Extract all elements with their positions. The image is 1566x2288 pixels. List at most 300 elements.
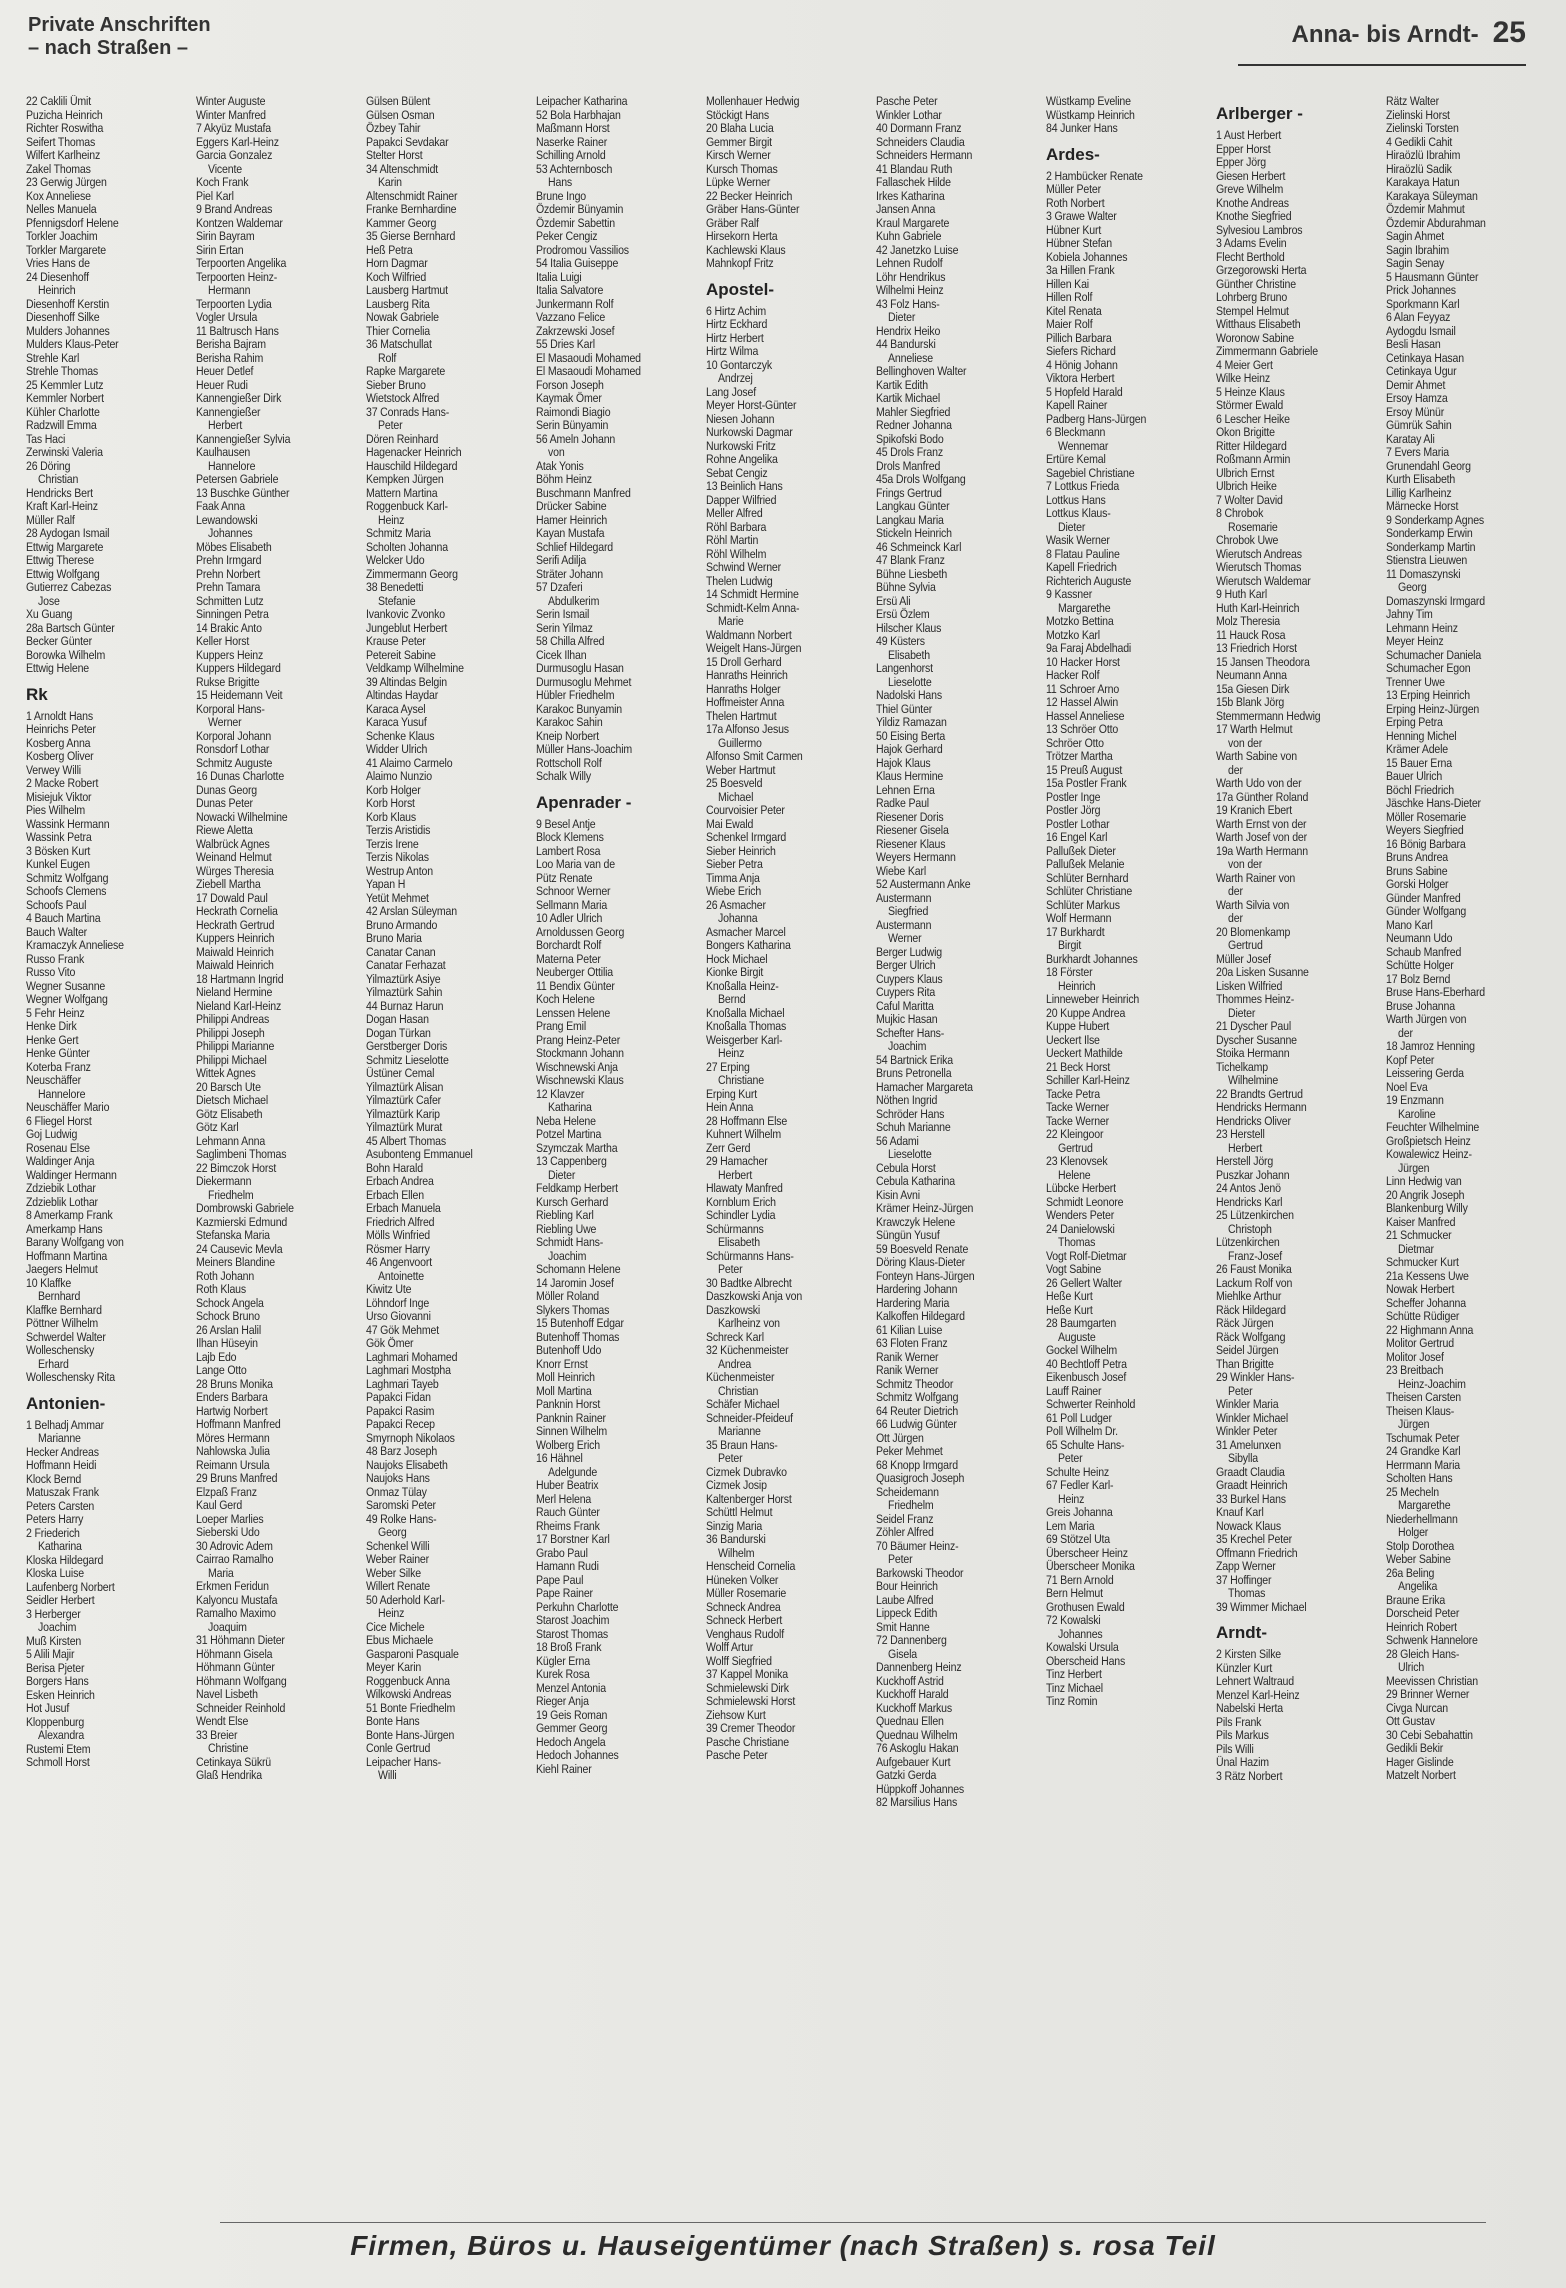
directory-entry: Ertüre Kemal — [1046, 452, 1106, 466]
directory-entry: Jaegers Helmut — [26, 1262, 98, 1276]
directory-entry: Cetinkaya Hasan — [1386, 350, 1464, 365]
directory-entry: Wischnewski Klaus — [536, 1073, 624, 1087]
directory-entry-continuation: Georg — [378, 1525, 407, 1539]
footer-divider — [220, 2222, 1486, 2223]
directory-entry: Erkmen Feridun — [196, 1579, 269, 1593]
directory-entry: Riewe Aletta — [196, 823, 253, 837]
directory-entry: Rottscholl Rolf — [536, 755, 602, 770]
directory-entry: Krämer Adele — [1386, 742, 1449, 756]
directory-entry: Grothusen Ewald — [1046, 1599, 1125, 1614]
directory-entry: Naserke Rainer — [536, 134, 608, 149]
directory-entry: Henscheid Cornelia — [706, 1559, 796, 1573]
directory-entry: Weber Rainer — [366, 1552, 429, 1566]
directory-entry: Grzegorowski Herta — [1216, 263, 1307, 277]
directory-entry: 22 Highmann Anna — [1386, 1322, 1474, 1337]
directory-entry: Böchl Friedrich — [1386, 782, 1454, 797]
directory-entry: Yilmaztürk Karip — [366, 1106, 440, 1121]
directory-entry: Schenke Klaus — [366, 728, 435, 743]
directory-entry-continuation: Thomas — [1228, 1586, 1266, 1600]
directory-entry: Strehle Karl — [26, 350, 80, 365]
directory-entry: Yilmaztürk Murat — [366, 1120, 443, 1134]
directory-entry: 5 Alili Majir — [26, 1647, 75, 1661]
directory-entry: Korporal Johann — [196, 728, 272, 743]
directory-entry: Lübcke Herbert — [1046, 1181, 1116, 1195]
directory-entry: Lisken Wilfried — [1216, 978, 1283, 993]
directory-entry: 4 Hönig Johann — [1046, 357, 1118, 372]
directory-entry: Yilmaztürk Alisan — [366, 1079, 444, 1094]
directory-entry: Zdziebik Lothar — [26, 1181, 96, 1195]
directory-entry-continuation: Dieter — [888, 310, 916, 324]
directory-entry: Kosberg Anna — [26, 735, 91, 750]
directory-entry: Zerwinski Valeria — [26, 445, 103, 459]
directory-entry: 10 Hacker Horst — [1046, 654, 1120, 669]
directory-entry: Kartik Michael — [876, 391, 941, 405]
directory-entry: Scheffer Johanna — [1386, 1295, 1466, 1310]
directory-entry: 54 Bartnick Erika — [876, 1052, 954, 1067]
directory-entry: Leissering Gerda — [1386, 1066, 1464, 1080]
directory-entry: Trenner Uwe — [1386, 674, 1445, 689]
directory-entry: Bruno Armando — [366, 917, 438, 932]
directory-entry: Stockmann Johann — [536, 1046, 624, 1060]
directory-entry: Domaszynski Irmgard — [1386, 593, 1485, 608]
directory-entry: 71 Bern Arnold — [1046, 1572, 1114, 1587]
directory-entry: Berger Ulrich — [876, 958, 936, 972]
directory-entry: Torkler Joachim — [26, 229, 98, 243]
directory-entry: Prang Emil — [536, 1019, 587, 1033]
directory-entry: Knoßalla Thomas — [706, 1019, 787, 1033]
directory-entry: Kornblum Erich — [706, 1194, 776, 1209]
directory-entry: Götz Karl — [196, 1120, 239, 1134]
directory-entry: Maßmann Horst — [536, 121, 610, 135]
directory-entry: Überscheer Monika — [1046, 1559, 1135, 1573]
directory-entry: Wolff Artur — [706, 1640, 754, 1654]
directory-entry: Kowalewicz Heinz- — [1386, 1147, 1472, 1161]
directory-entry: Bauch Walter — [26, 924, 88, 939]
directory-entry: Loo Maria van de — [536, 857, 615, 871]
directory-entry: Quasigroch Joseph — [876, 1471, 965, 1485]
directory-entry: 8 Flatau Pauline — [1046, 546, 1120, 561]
directory-entry: El Masaoudi Mohamed — [536, 350, 641, 365]
directory-entry: 20 Barsch Ute — [196, 1079, 261, 1094]
directory-entry: Hoffmann Heidi — [26, 1458, 97, 1472]
directory-entry: Rieger Anja — [536, 1694, 589, 1708]
directory-entry: Demir Ahmet — [1386, 377, 1446, 392]
directory-column-2 — [196, 95, 361, 2175]
directory-entry: Ueckert Mathilde — [1046, 1046, 1123, 1060]
directory-entry: Frings Gertrud — [876, 485, 942, 500]
directory-entry: Naujoks Hans — [366, 1471, 430, 1485]
page-number: 25 — [1492, 16, 1526, 49]
directory-entry: 48 Barz Joseph — [366, 1444, 438, 1458]
directory-entry: Asubonteng Emmanuel — [366, 1147, 473, 1161]
directory-entry: 10 Adler Ulrich — [536, 911, 603, 925]
directory-entry-continuation: Christian — [718, 1383, 759, 1398]
directory-entry: 43 Folz Hans- — [876, 296, 940, 311]
directory-entry: Schütte Holger — [1386, 958, 1454, 972]
directory-entry: Höhmann Wolfgang — [196, 1673, 287, 1688]
directory-entry: 24 Danielowski — [1046, 1221, 1115, 1236]
directory-entry-continuation: Marianne — [38, 1431, 81, 1445]
directory-entry: Terzis Aristidis — [366, 823, 431, 837]
directory-entry: Niesen Johann — [706, 411, 775, 426]
directory-entry: Austermann — [876, 917, 932, 932]
directory-entry: Kraft Karl-Heinz — [26, 499, 98, 513]
directory-column-3 — [366, 95, 531, 2175]
directory-entry: Knauf Karl — [1216, 1505, 1264, 1519]
directory-entry: Mulders Johannes — [26, 323, 110, 338]
directory-entry: Bruse Johanna — [1386, 998, 1455, 1013]
directory-entry-continuation: Andrea — [718, 1356, 752, 1371]
directory-entry: 54 Italia Guiseppe — [536, 256, 619, 270]
directory-entry: Bühne Liesbeth — [876, 566, 948, 581]
directory-entry: Buschmann Manfred — [536, 485, 631, 500]
directory-entry: 69 Stötzel Uta — [1046, 1532, 1111, 1546]
directory-entry: Serin Ismail — [536, 607, 590, 621]
directory-entry: Smyrnoph Nikolaos — [366, 1430, 455, 1445]
directory-entry: Schomann Helene — [536, 1262, 621, 1276]
directory-entry-continuation: Joaquim — [208, 1619, 247, 1634]
directory-entry: Heckrath Cornelia — [196, 904, 278, 918]
directory-entry: 20 Blomenkamp — [1216, 924, 1291, 939]
directory-entry: Offmann Friedrich — [1216, 1545, 1298, 1560]
directory-entry: Yilmaztürk Asiye — [366, 971, 441, 986]
directory-entry: Hirtz Herbert — [706, 330, 764, 345]
directory-entry: Wegner Wolfgang — [26, 992, 108, 1006]
directory-entry: Perkuhn Charlotte — [536, 1599, 619, 1614]
directory-entry: Nieland Karl-Heinz — [196, 998, 282, 1013]
directory-entry: Piel Karl — [196, 188, 234, 203]
directory-entry-continuation: Hans — [548, 175, 573, 189]
directory-entry: Zimmermann Gabriele — [1216, 344, 1318, 358]
directory-entry: Wegner Susanne — [26, 978, 106, 993]
directory-entry: Sagin Ibrahim — [1386, 242, 1450, 257]
directory-entry-continuation: Joachim — [38, 1620, 77, 1634]
directory-entry: 33 Burkel Hans — [1216, 1491, 1286, 1506]
directory-entry: Oberscheid Hans — [1046, 1653, 1126, 1668]
directory-entry: 53 Achternbosch — [536, 161, 613, 176]
directory-entry: 52 Austermann Anke — [876, 877, 971, 891]
directory-entry: 41 Blandau Ruth — [876, 161, 953, 176]
directory-entry: Greis Johanna — [1046, 1505, 1113, 1519]
directory-entry: Hedoch Johannes — [536, 1748, 619, 1762]
directory-entry: Postler Jörg — [1046, 803, 1101, 817]
directory-entry: Kartik Edith — [876, 377, 929, 392]
directory-entry: Vries Hans de — [26, 256, 90, 270]
directory-entry: 40 Bechtloff Petra — [1046, 1356, 1127, 1371]
directory-entry: Koterba Franz — [26, 1059, 91, 1074]
directory-entry: Venghaus Rudolf — [706, 1626, 784, 1641]
directory-entry: Sagin Ahmet — [1386, 229, 1445, 243]
directory-entry: Räck Hildegard — [1216, 1302, 1286, 1317]
directory-entry: Irkes Katharina — [876, 188, 945, 203]
directory-entry: Hock Michael — [706, 951, 768, 966]
directory-entry: Widder Ulrich — [366, 742, 428, 756]
directory-entry: Kaymak Ömer — [536, 391, 602, 405]
directory-entry-continuation: der — [1228, 762, 1243, 777]
directory-entry: Weber Hartmut — [706, 762, 776, 777]
directory-entry: Cebula Horst — [876, 1160, 936, 1175]
directory-entry: Ziehsow Kurt — [706, 1707, 766, 1722]
directory-entry: Courvoisier Peter — [706, 803, 785, 817]
directory-entry: Butenhoff Udo — [536, 1343, 602, 1357]
directory-entry: 65 Schulte Hans- — [1046, 1437, 1125, 1452]
directory-entry: Serifi Adilja — [536, 553, 587, 567]
directory-entry: Hendricks Oliver — [1216, 1113, 1291, 1128]
directory-entry-continuation: Dieter — [1228, 1005, 1256, 1020]
directory-column-4 — [536, 95, 701, 2175]
directory-entry: Wolberg Erich — [536, 1437, 600, 1452]
directory-entry: Keller Horst — [196, 634, 250, 648]
directory-entry: Würges Theresia — [196, 863, 274, 878]
directory-entry: Süngün Yusuf — [876, 1228, 940, 1242]
directory-entry: Faak Anna — [196, 499, 246, 513]
directory-entry: Caful Maritta — [876, 998, 934, 1013]
directory-entry: 21 Schmucker — [1386, 1228, 1452, 1242]
directory-entry: 46 Angenvoort — [366, 1255, 432, 1269]
directory-entry-continuation: Antoinette — [378, 1268, 424, 1283]
directory-entry: Schwerter Reinhold — [1046, 1397, 1136, 1411]
directory-entry: Riesener Klaus — [876, 836, 946, 851]
directory-entry: Philippi Andreas — [196, 1012, 270, 1026]
directory-entry: Erbach Ellen — [366, 1187, 424, 1202]
directory-entry: Kuppers Hildegard — [196, 661, 281, 675]
directory-entry: 64 Reuter Dietrich — [876, 1403, 959, 1418]
directory-entry: 10 Klaffke — [26, 1275, 72, 1290]
directory-entry: Schmidt Leonore — [1046, 1194, 1124, 1209]
directory-entry: 1 Arnoldt Hans — [26, 708, 93, 723]
directory-entry-continuation: Ulrich — [1398, 1660, 1425, 1674]
directory-entry: 26 Arslan Halil — [196, 1322, 262, 1337]
directory-entry: Miehlke Arthur — [1216, 1289, 1282, 1303]
directory-entry: Ettwig Margarete — [26, 539, 104, 554]
directory-entry: Nahlowska Julia — [196, 1444, 270, 1458]
directory-entry: 5 Hopfeld Harald — [1046, 384, 1123, 399]
directory-entry-continuation: der — [1228, 884, 1243, 898]
directory-entry: Nowacki Wilhelmine — [196, 809, 288, 824]
directory-entry: Heinrichs Peter — [26, 722, 96, 736]
directory-entry: Lippeck Edith — [876, 1606, 938, 1620]
directory-entry: Onmaz Tülay — [366, 1484, 427, 1499]
directory-entry: Maiwald Heinrich — [196, 944, 274, 959]
directory-entry: Graadt Claudia — [1216, 1464, 1285, 1479]
directory-entry: Hanraths Holger — [706, 681, 781, 696]
directory-entry: Enders Barbara — [196, 1390, 268, 1404]
directory-entry: Okon Brigitte — [1216, 425, 1275, 439]
directory-entry: Richterich Auguste — [1046, 573, 1132, 588]
directory-entry: Warth Rainer von — [1216, 870, 1296, 885]
directory-entry: Schmitz Lieselotte — [366, 1052, 449, 1067]
directory-entry: 6 Alan Feyyaz — [1386, 310, 1451, 324]
directory-entry: Wischnewski Anja — [536, 1059, 618, 1074]
directory-entry: Gümrük Sahin — [1386, 418, 1452, 432]
directory-entry: 39 Altindas Belgin — [366, 674, 447, 689]
directory-entry: Kramaczyk Anneliese — [26, 938, 124, 952]
directory-entry: Raimondi Biagio — [536, 404, 611, 419]
directory-entry: Rosenau Else — [26, 1140, 90, 1155]
directory-entry: Bruns Petronella — [876, 1066, 952, 1080]
directory-entry: Winkler Michael — [1216, 1410, 1289, 1425]
directory-entry: Matzelt Norbert — [1386, 1768, 1456, 1782]
directory-entry: 6 Fliegel Horst — [26, 1113, 92, 1128]
directory-entry: Schlief Hildegard — [536, 539, 614, 554]
directory-entry: Tschumak Peter — [1386, 1430, 1460, 1445]
directory-entry: Hendricks Karl — [1216, 1194, 1283, 1209]
directory-entry: Vogt Rolf-Dietmar — [1046, 1248, 1127, 1263]
directory-entry: Heuer Detlef — [196, 364, 254, 378]
directory-entry: 10 Gontarczyk — [706, 357, 772, 372]
directory-entry: 3 Bösken Kurt — [26, 843, 91, 858]
directory-entry: Kirsch Werner — [706, 148, 771, 162]
directory-entry-continuation: Hermann — [208, 283, 251, 297]
directory-entry: Neuschäffer — [26, 1073, 81, 1087]
directory-entry: Hiraözlü Sadik — [1386, 161, 1452, 176]
directory-entry: Sieber Bruno — [366, 377, 426, 392]
directory-entry: Schmucker Kurt — [1386, 1255, 1459, 1269]
directory-entry: 17a Günther Roland — [1216, 789, 1309, 804]
directory-entry: Tinz Herbert — [1046, 1667, 1102, 1681]
directory-entry: 14 Brakic Anto — [196, 620, 262, 635]
directory-entry: 5 Hausmann Günter — [1386, 269, 1479, 284]
directory-entry: Erping Petra — [1386, 715, 1443, 729]
directory-entry-continuation: Andrzej — [718, 371, 753, 385]
directory-entry: Schreck Karl — [706, 1329, 764, 1344]
directory-entry: Aufgebauer Kurt — [876, 1754, 951, 1769]
directory-entry: Kazmierski Edmund — [196, 1214, 288, 1229]
directory-entry: Theisen Carsten — [1386, 1390, 1462, 1404]
directory-entry: Witthaus Elisabeth — [1216, 317, 1301, 331]
directory-entry: Schmitz Wolfgang — [26, 870, 109, 885]
directory-entry: 15a Postler Frank — [1046, 776, 1127, 790]
directory-entry: Meyer Horst-Günter — [706, 398, 797, 412]
directory-entry: Starost Thomas — [536, 1626, 609, 1641]
directory-entry: Überscheer Heinz — [1046, 1545, 1128, 1560]
directory-entry: Heuer Rudi — [196, 377, 248, 392]
directory-entry: 61 Kilian Luise — [876, 1322, 943, 1337]
directory-entry: Ronsdorf Lothar — [196, 742, 270, 756]
directory-entry: Schmielewski Dirk — [706, 1680, 789, 1695]
directory-entry: Lehnert Waltraud — [1216, 1674, 1294, 1688]
street-heading: Arndt- — [1216, 1623, 1267, 1642]
directory-entry: Philippi Michael — [196, 1052, 267, 1067]
directory-entry: Lausberg Hartmut — [366, 283, 448, 297]
directory-entry: Döring Klaus-Dieter — [876, 1255, 966, 1269]
directory-entry: Warth Silvia von — [1216, 897, 1290, 912]
directory-entry: Wittek Agnes — [196, 1066, 256, 1080]
directory-entry-continuation: Herbert — [718, 1167, 753, 1182]
directory-entry: Gutierrez Cabezas — [26, 580, 112, 594]
directory-entry: Meyer Karin — [366, 1660, 422, 1674]
directory-entry: Lenssen Helene — [536, 1005, 611, 1020]
directory-entry: Korporal Hans- — [196, 701, 265, 716]
directory-entry: 52 Bola Harbhajan — [536, 107, 621, 122]
directory-entry-continuation: Dietmar — [1398, 1241, 1434, 1256]
directory-entry: 45 Albert Thomas — [366, 1133, 446, 1148]
directory-entry: Schneider-Pfeideuf — [706, 1410, 793, 1425]
directory-entry-continuation: Heinrich — [38, 283, 76, 297]
directory-entry: Goj Ludwig — [26, 1127, 78, 1141]
directory-entry-continuation: Christiane — [718, 1073, 764, 1087]
directory-entry-continuation: Angelika — [1398, 1579, 1438, 1593]
directory-entry: Pape Paul — [536, 1572, 584, 1587]
directory-entry: Epper Horst — [1216, 141, 1271, 156]
header-divider — [1238, 64, 1526, 66]
directory-entry: 57 Dzaferi — [536, 580, 583, 594]
directory-entry: 18 Hartmann Ingrid — [196, 971, 284, 986]
directory-entry: Hüneken Volker — [706, 1572, 779, 1587]
directory-entry: Nurkowski Dagmar — [706, 425, 793, 439]
directory-entry: Möbes Elisabeth — [196, 539, 272, 554]
directory-entry: Drols Manfred — [876, 458, 941, 473]
directory-entry: Reimann Ursula — [196, 1457, 270, 1472]
directory-entry: Knoßalla Michael — [706, 1005, 785, 1020]
directory-entry-continuation: Vicente — [208, 161, 242, 176]
directory-entry: 18 Jamroz Henning — [1386, 1039, 1475, 1053]
directory-entry: Schmidt Hans- — [536, 1235, 604, 1249]
directory-entry: Hiraözlü Ibrahim — [1386, 148, 1461, 162]
directory-entry: Greve Wilhelm — [1216, 182, 1284, 196]
directory-entry: 45a Drols Wolfgang — [876, 472, 966, 486]
directory-entry: Schumacher Egon — [1386, 661, 1471, 675]
directory-entry: 9 Sonderkamp Agnes — [1386, 512, 1485, 527]
directory-entry: Prang Heinz-Peter — [536, 1032, 621, 1047]
directory-entry: Stefanska Maria — [196, 1228, 270, 1242]
directory-entry: Cuypers Klaus — [876, 971, 943, 986]
street-heading: Apostel- — [706, 279, 774, 299]
directory-entry: Linneweber Heinrich — [1046, 992, 1140, 1006]
directory-entry-continuation: Margarethe — [1398, 1498, 1451, 1512]
directory-entry-continuation: von — [548, 445, 565, 459]
directory-entry: 34 Altenschmidt — [366, 161, 439, 176]
directory-entry: Cebula Katharina — [876, 1174, 955, 1188]
directory-entry: 49 Küsters — [876, 634, 925, 648]
directory-entry-continuation: Werner — [888, 931, 922, 945]
directory-entry: Sylvesiou Lambros — [1216, 222, 1303, 237]
directory-entry: Giesen Herbert — [1216, 168, 1286, 183]
directory-entry: Schlüter Bernhard — [1046, 870, 1129, 885]
directory-entry: Kügler Erna — [536, 1653, 590, 1668]
directory-entry: Röhl Martin — [706, 533, 759, 547]
directory-entry: 36 Bandurski — [706, 1532, 766, 1546]
directory-entry: Wolleschensky — [26, 1343, 95, 1357]
directory-entry: Terpoorten Angelika — [196, 256, 287, 270]
directory-entry: Cizmek Dubravko — [706, 1464, 787, 1479]
directory-entry: Bern Helmut — [1046, 1586, 1103, 1600]
directory-entry: Riesener Doris — [876, 809, 944, 824]
directory-entry: Cizmek Josip — [706, 1478, 767, 1492]
directory-entry: Hamer Heinrich — [536, 512, 608, 527]
directory-entry: Ziebell Martha — [196, 877, 261, 891]
directory-entry: Molitor Josef — [1386, 1349, 1444, 1364]
directory-entry: Nadolski Hans — [876, 688, 942, 702]
directory-entry: Hagenacker Heinrich — [366, 445, 462, 459]
directory-entry: Sonderkamp Erwin — [1386, 526, 1473, 540]
directory-entry: 2 Friederich — [26, 1525, 80, 1540]
directory-entry: Asmacher Marcel — [706, 924, 786, 939]
directory-entry: Siefers Richard — [1046, 344, 1116, 358]
directory-entry: 11 Hauck Rosa — [1216, 627, 1286, 642]
directory-entry: Yapan H — [366, 877, 406, 891]
directory-entry: Scheidemann — [876, 1484, 939, 1499]
directory-entry: 63 Floten Franz — [876, 1336, 948, 1350]
directory-entry: Muß Kirsten — [26, 1633, 82, 1648]
directory-entry: Mölls Winfried — [366, 1228, 431, 1242]
directory-entry: Wiebe Erich — [706, 884, 762, 898]
directory-entry: Schüttl Helmut — [706, 1505, 773, 1519]
directory-entry: Lüpke Werner — [706, 175, 771, 189]
directory-entry: Brune Ingo — [536, 188, 587, 203]
directory-entry: 47 Gök Mehmet — [366, 1322, 440, 1337]
directory-entry: Seidel Franz — [876, 1511, 934, 1526]
